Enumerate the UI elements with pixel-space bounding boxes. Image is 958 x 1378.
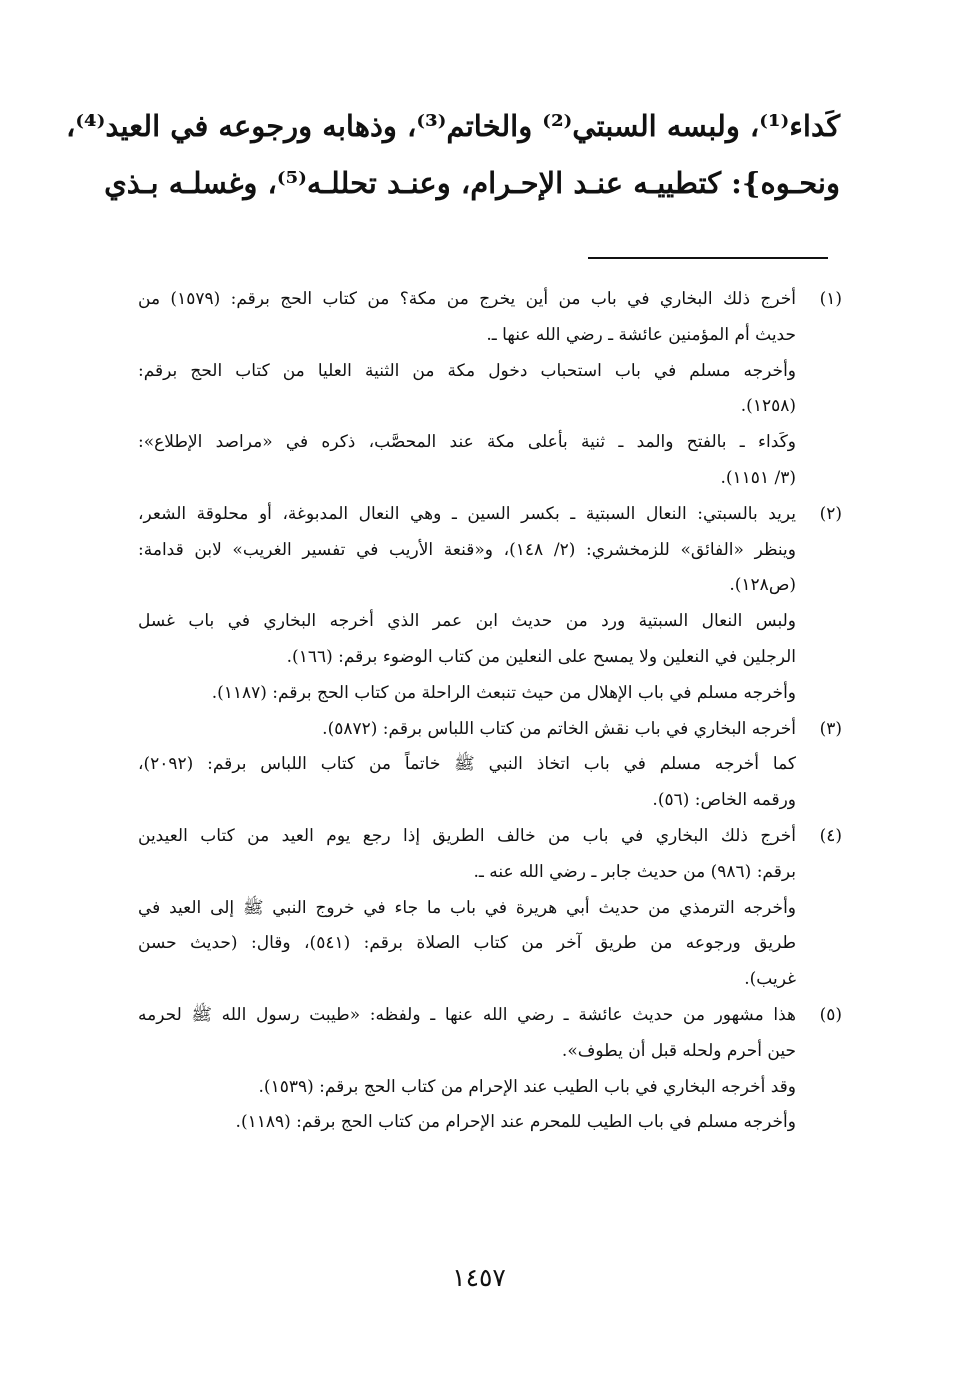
footnote-line: وقد أخرجه البخاري في باب الطيب عند الإحرام من كتاب الحج برقم: (١٥٣٩). xyxy=(258,1076,796,1097)
footnote-line: حديث أم المؤمنين عائشة ـ رضي الله عنها ـ. xyxy=(486,324,796,345)
footnote-line: ولبس النعال السبتية ورد من حديث ابن عمر الذي أخرجه البخاري في باب غسل xyxy=(138,611,796,632)
footnote-number: (٢) xyxy=(819,503,842,524)
footnote-line: (١٢٥٨). xyxy=(740,396,796,417)
footnote-line: أخرج ذلك البخاري في باب من أين يخرج من مكة؟ من كتاب الحج برقم: (١٥٧٩) من xyxy=(138,289,796,309)
footnote-line: الرجلين في النعلين ولا يمسح على النعلين من كتاب الوضوء برقم: (١٦٦). xyxy=(286,646,796,667)
footnote-line: أخرج ذلك البخاري في باب من خالف الطريق إذا رجع يوم العيد من كتاب العيدين xyxy=(138,825,796,846)
footnote-line: حين أحرم ولحله قبل أن يطوف». xyxy=(561,1040,796,1061)
footnote-4 xyxy=(138,819,842,998)
footnote-line: طريق ورجوعه من طريق آخر من كتاب الصلاة برقم: (٥٤١)، وقال: (حديث حسن xyxy=(138,933,796,954)
footnote-line: وكَداء ـ بالفتح والمد ـ ثنية بأعلى مكة عند المحصَّب، ذكره في «مراصد الإطلاع»: xyxy=(138,432,796,453)
main-text-line: ونحـوه}: كتطييـه عنـد الإحـرام، وعنـد تحللـه⁽⁵⁾، وغسلـه بـذي xyxy=(104,166,840,200)
footnote-number: (١) xyxy=(819,289,842,309)
footnote-2 xyxy=(138,497,842,712)
footnote-line: غريب). xyxy=(744,969,796,990)
footnote-line: ورقمه الخاص: (٥٦). xyxy=(652,790,796,811)
footnote-line: وأخرجه مسلم في باب الإهلال من حيث تنبعث الراحلة من كتاب الحج برقم: (١١٨٧). xyxy=(211,682,796,703)
footnote-line: هذا مشهور من حديث عائشة ـ رضي الله عنها ـ ولفظه: «طيبت رسول الله ﷺ لحرمه xyxy=(138,1004,796,1025)
footnote-line: وينظر «الفائق» للزمخشري: (٢/ ١٤٨)، و«قنعة الأريب في تفسير الغريب» لابن قدامة: xyxy=(138,539,796,560)
footnote-line: (٣/ ١١٥١). xyxy=(720,467,796,488)
footnote-line: وأخرجه مسلم في باب الطيب للمحرم عند الإحرام من كتاب الحج برقم: (١١٨٩). xyxy=(235,1112,796,1133)
page-number: ١٤٥٧ xyxy=(452,1263,506,1292)
footnote-line: وأخرجه الترمذي من حديث أبي هريرة في باب ما جاء في خروج النبي ﷺ إلى العيد في xyxy=(138,897,796,918)
footnote-line: (ص١٢٨). xyxy=(729,575,796,596)
footnote-5 xyxy=(138,998,842,1141)
footnote-line: كما أخرجه مسلم في باب اتخاذ النبي ﷺ خاتماً من كتاب اللباس برقم: (٢٠٩٢)، xyxy=(138,754,796,775)
footnote-separator xyxy=(588,257,828,259)
footnote-line: برقم: (٩٨٦) من حديث جابر ـ رضي الله عنه ـ. xyxy=(473,861,796,882)
footnote-1 xyxy=(138,282,842,497)
footnote-line: يريد بالسبتي: النعال السبتية ـ بكسر السين ـ وهي النعال المدبوغة، أو محلوقة الشعر، xyxy=(138,503,796,524)
footnote-number: (٤) xyxy=(819,825,842,846)
footnote-3 xyxy=(138,712,842,819)
footnote-line: أخرجه البخاري في باب نقش الخاتم من كتاب اللباس برقم: (٥٨٧٢). xyxy=(322,718,796,739)
main-text-line: كَداء⁽¹⁾، ولبسه السبتي⁽²⁾ والخاتم⁽³⁾، وذهابه ورجوعه في العيد⁽⁴⁾، xyxy=(65,109,840,143)
footnote-number: (٥) xyxy=(819,1004,842,1025)
footnote-line: وأخرجه مسلم في باب استحباب دخول مكة من الثنية العليا من كتاب الحج برقم: xyxy=(138,360,796,381)
footnote-number: (٣) xyxy=(819,718,842,739)
main-text xyxy=(65,98,840,212)
footnotes xyxy=(138,282,842,1141)
